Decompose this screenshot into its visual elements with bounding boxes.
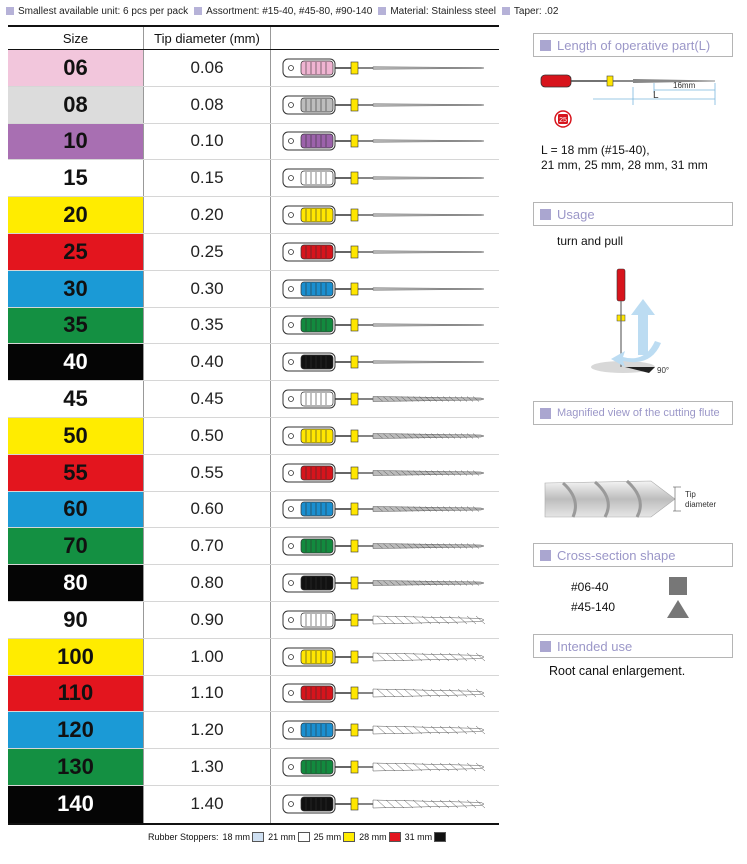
tip-diameter-cell: 1.20	[144, 712, 271, 748]
bullet-square-icon	[540, 641, 551, 652]
table-row	[8, 565, 499, 602]
col-header-tip: Tip diameter (mm)	[144, 27, 271, 49]
stopper-length-label: 31 mm	[404, 832, 433, 842]
cross-section-body	[533, 567, 733, 627]
table-row	[8, 786, 499, 823]
table-row	[8, 749, 499, 786]
cross-section-section	[533, 543, 733, 627]
file-image-cell	[271, 308, 499, 344]
triangle-shape-icon	[666, 599, 690, 619]
file-image-cell	[271, 786, 499, 823]
length-section	[533, 33, 733, 173]
info-material: Material: Stainless steel	[378, 6, 496, 17]
tip-diameter-cell: 0.15	[144, 160, 271, 196]
length-heading: Length of operative part(L)	[533, 33, 733, 57]
square-shape-icon	[669, 577, 687, 595]
file-image-cell	[271, 87, 499, 123]
size-cell: 130	[8, 749, 144, 785]
file-image-cell	[271, 271, 499, 307]
size-cell: 20	[8, 197, 144, 233]
tip-diameter-cell: 0.40	[144, 344, 271, 380]
info-assortment: Assortment: #15-40, #45-80, #90-140	[194, 6, 372, 17]
size-cell: 25	[8, 234, 144, 270]
info-unit: Smallest available unit: 6 pcs per pack	[6, 6, 188, 17]
bullet-square-icon	[540, 408, 551, 419]
tip-diameter-cell: 0.30	[144, 271, 271, 307]
file-illustration	[281, 165, 491, 191]
size-cell: 110	[8, 676, 144, 712]
file-image-cell	[271, 676, 499, 712]
size-cell: 10	[8, 124, 144, 160]
usage-text: turn and pull	[557, 234, 624, 248]
stopper-swatch-icon	[298, 832, 310, 842]
file-image-cell	[271, 344, 499, 380]
file-illustration	[281, 496, 491, 522]
file-illustration	[281, 644, 491, 670]
size-cell: 40	[8, 344, 144, 380]
file-image-cell	[271, 381, 499, 417]
usage-heading: Usage	[533, 202, 733, 226]
tip-diameter-cell: 1.30	[144, 749, 271, 785]
stopper-length-label: 18 mm	[222, 832, 251, 842]
size-cell: 60	[8, 492, 144, 528]
stopper-length-label: 28 mm	[359, 832, 387, 842]
size-cell: 70	[8, 528, 144, 564]
size-cell: 140	[8, 786, 144, 823]
table-row	[8, 712, 499, 749]
tip-diameter-cell: 0.08	[144, 87, 271, 123]
col-header-size: Size	[8, 27, 144, 49]
file-illustration	[281, 202, 491, 228]
file-image-cell	[271, 749, 499, 785]
file-illustration	[281, 754, 491, 780]
info-bar	[6, 4, 746, 18]
size-cell: 50	[8, 418, 144, 454]
table-row	[8, 455, 499, 492]
intended-use-heading: Intended use	[533, 634, 733, 658]
table-row	[8, 234, 499, 271]
tip-diameter-cell: 0.80	[144, 565, 271, 601]
file-image-cell	[271, 197, 499, 233]
file-image-cell	[271, 528, 499, 564]
table-row	[8, 381, 499, 418]
file-image-cell	[271, 455, 499, 491]
file-image-cell	[271, 50, 499, 86]
table-row	[8, 418, 499, 455]
intended-use-text: Root canal enlargement.	[549, 664, 686, 678]
tip-diameter-cell: 1.10	[144, 676, 271, 712]
stopper-length-label: 25 mm	[313, 832, 342, 842]
file-illustration	[281, 386, 491, 412]
info-taper: Taper: .02	[502, 6, 558, 17]
stopper-length-label: 21 mm	[268, 832, 296, 842]
size-badge-icon	[555, 111, 571, 127]
bullet-square-icon	[378, 7, 386, 15]
tip-diameter-cell: 0.50	[144, 418, 271, 454]
stopper-swatch-icon	[389, 832, 401, 842]
col-header-image	[271, 27, 499, 49]
tip-diameter-cell: 0.60	[144, 492, 271, 528]
size-cell: 100	[8, 639, 144, 675]
table-row	[8, 308, 499, 345]
size-cell: 45	[8, 381, 144, 417]
file-image-cell	[271, 160, 499, 196]
bullet-square-icon	[502, 7, 510, 15]
file-illustration	[281, 276, 491, 302]
tip-diameter-cell: 0.35	[144, 308, 271, 344]
file-illustration	[281, 128, 491, 154]
file-illustration	[281, 460, 491, 486]
file-image-cell	[271, 418, 499, 454]
size-cell: 55	[8, 455, 144, 491]
file-image-cell	[271, 602, 499, 638]
file-image-cell	[271, 712, 499, 748]
tip-diameter-cell: 1.40	[144, 786, 271, 823]
table-row	[8, 602, 499, 639]
size-cell: 30	[8, 271, 144, 307]
cross-row-1: #06-40	[571, 580, 609, 594]
file-illustration	[281, 312, 491, 338]
flute-heading: Magnified view of the cutting flute	[533, 401, 733, 425]
length-line-1: L = 18 mm (#15-40),	[541, 143, 650, 157]
bullet-square-icon	[194, 7, 202, 15]
file-illustration	[281, 570, 491, 596]
tip-diameter-cell: 0.25	[144, 234, 271, 270]
svg-text:25: 25	[559, 117, 567, 124]
tip-label: Tip	[685, 490, 696, 499]
stopper-swatch-icon	[343, 832, 355, 842]
table-row	[8, 639, 499, 676]
diameter-label: diameter	[685, 500, 717, 509]
stopper-swatch-icon	[252, 832, 264, 842]
tip-diameter-cell: 0.45	[144, 381, 271, 417]
dim-l-label: L	[653, 90, 659, 101]
table-row	[8, 124, 499, 161]
size-cell: 80	[8, 565, 144, 601]
intended-use-section	[533, 634, 733, 679]
file-image-cell	[271, 234, 499, 270]
file-illustration	[281, 55, 491, 81]
table-row	[8, 160, 499, 197]
tip-diameter-cell: 1.00	[144, 639, 271, 675]
size-cell: 35	[8, 308, 144, 344]
bullet-square-icon	[540, 40, 551, 51]
table-row	[8, 344, 499, 381]
tip-diameter-cell: 0.90	[144, 602, 271, 638]
file-illustration	[281, 717, 491, 743]
tip-diameter-cell: 0.10	[144, 124, 271, 160]
usage-diagram	[533, 255, 733, 385]
flute-section	[533, 401, 733, 545]
length-line-2: 21 mm, 25 mm, 28 mm, 31 mm	[541, 158, 708, 172]
file-illustration	[281, 791, 491, 817]
cross-row-2: #45-140	[571, 600, 616, 614]
size-table	[8, 25, 499, 825]
rubber-stoppers-legend	[148, 830, 450, 844]
file-image-cell	[271, 124, 499, 160]
file-image-cell	[271, 639, 499, 675]
file-illustration	[281, 607, 491, 633]
length-diagram	[533, 63, 733, 143]
table-row	[8, 50, 499, 87]
file-illustration	[281, 239, 491, 265]
table-header	[8, 27, 499, 50]
stopper-swatch-icon	[434, 832, 446, 842]
table-row	[8, 676, 499, 713]
file-illustration	[281, 533, 491, 559]
file-illustration	[281, 423, 491, 449]
bullet-square-icon	[6, 7, 14, 15]
table-row	[8, 197, 499, 234]
cross-section-heading: Cross-section shape	[533, 543, 733, 567]
bullet-square-icon	[540, 209, 551, 220]
up-arrow-icon	[631, 299, 655, 355]
file-illustration	[281, 680, 491, 706]
tip-diameter-cell: 0.70	[144, 528, 271, 564]
file-illustration	[281, 349, 491, 375]
dim-16mm-label: 16mm	[673, 81, 696, 90]
tip-diameter-cell: 0.55	[144, 455, 271, 491]
stoppers-label: Rubber Stoppers:	[148, 832, 219, 842]
size-cell: 90	[8, 602, 144, 638]
file-image-cell	[271, 492, 499, 528]
file-illustration	[281, 92, 491, 118]
size-cell: 15	[8, 160, 144, 196]
tip-diameter-cell: 0.06	[144, 50, 271, 86]
table-row	[8, 271, 499, 308]
size-cell: 06	[8, 50, 144, 86]
size-cell: 08	[8, 87, 144, 123]
flute-diagram	[533, 425, 733, 545]
file-image-cell	[271, 565, 499, 601]
tip-diameter-cell: 0.20	[144, 197, 271, 233]
table-row	[8, 492, 499, 529]
angle-label: 90°	[657, 366, 670, 375]
usage-section	[533, 202, 733, 385]
size-cell: 120	[8, 712, 144, 748]
table-row	[8, 528, 499, 565]
bullet-square-icon	[540, 550, 551, 561]
table-row	[8, 87, 499, 124]
